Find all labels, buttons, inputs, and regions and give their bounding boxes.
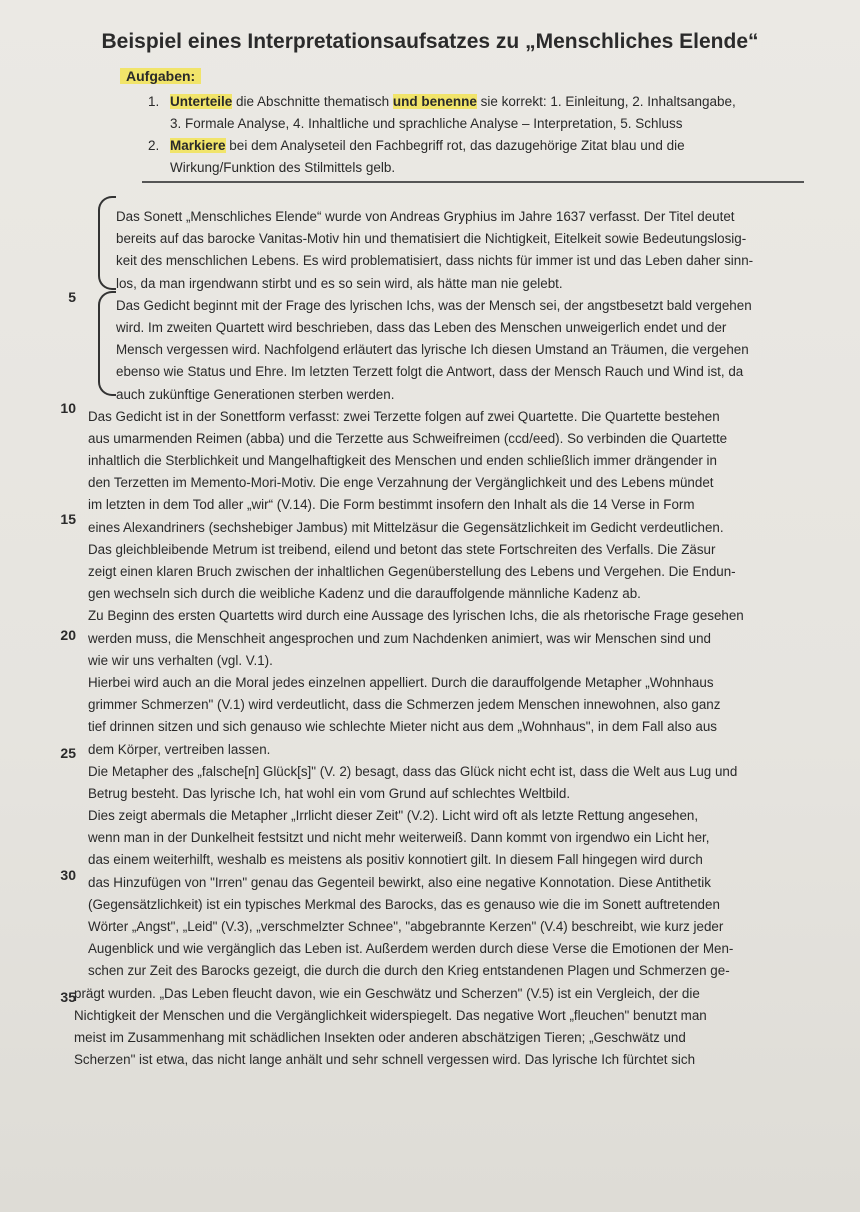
task-text: die Abschnitte thematisch <box>232 94 393 109</box>
text-line: bereits auf das barocke Vanitas-Motiv hin und thematisiert die Nichtigkeit, Eitelkeit sowie Bedeutungslosig- <box>116 231 747 247</box>
text-line: werden muss, die Menschheit angesprochen und zum Nachdenken animiert, was wir Menschen sind und <box>88 630 711 646</box>
text-line: den Terzetten im Memento-Mori-Motiv. Die enge Verzahnung der Vergänglichkeit und des Lebens mündet <box>88 475 714 491</box>
text-line: keit des menschlichen Lebens. Es wird problematisiert, dass nichts für immer ist und das Leben daher sinn- <box>116 253 754 269</box>
task-2 <box>148 135 818 179</box>
line-number: 5 <box>68 289 76 305</box>
task-keyword: Markiere <box>170 138 226 153</box>
line-number: 10 <box>60 400 76 416</box>
text-line: Dies zeigt abermals die Metapher „Irrlicht dieser Zeit" (V.2). Licht wird oft als letzte Rettung angesehen, <box>88 808 699 824</box>
text-line: wird. Im zweiten Quartett wird beschrieben, dass das Leben des Menschen unweigerlich endet und der <box>116 319 727 335</box>
line-number: 20 <box>60 627 76 643</box>
text-line: tief drinnen sitzen und sich genauso wie schlechte Mieter nicht aus dem „Wohnhaus", in dem Fall also aus <box>88 719 717 735</box>
task-text-continued: 3. Formale Analyse, 4. Inhaltliche und sprachliche Analyse – Interpretation, 5. Schluss <box>170 116 683 131</box>
line-number: 25 <box>60 745 76 761</box>
task-number: 2. <box>148 138 160 153</box>
text-line: Zu Beginn des ersten Quartetts wird durch eine Aussage des lyrischen Ichs, die als rhetorische Frage gesehen <box>88 608 744 624</box>
divider-line <box>142 181 804 183</box>
text-line: im letzten in dem Tod aller „wir“ (V.14). Die Form bestimmt insofern den Inhalt als die 14 Verse in Form <box>88 497 695 513</box>
text-line: los, da man irgendwann stirbt und es so sein wird, als hätte man nie gelebt. <box>116 275 563 291</box>
text-line: Augenblick und wie vergänglich das Leben ist. Außerdem werden durch diese Verse die Emotionen der Men- <box>88 941 734 957</box>
page-title: Beispiel eines Interpretationsaufsatzes zu „Menschliches Elende“ <box>101 30 759 53</box>
text-line: wie wir uns verhalten (vgl. V.1). <box>88 652 273 668</box>
essay-body <box>74 206 824 1071</box>
task-1 <box>148 91 818 135</box>
section-bracket-introduction <box>98 196 116 290</box>
text-line: (Gegensätzlichkeit) ist ein typisches Merkmal des Barocks, das es genauso wie die im Sonett auftretenden <box>88 896 720 912</box>
task-keyword: Unterteile <box>170 94 233 109</box>
task-number: 1. <box>148 94 160 109</box>
text-line: eines Alexandriners (sechshebiger Jambus) mit Mittelzäsur die Gegensätzlichkeit im Gedicht verdeutlichen. <box>88 519 724 535</box>
task-text-continued: Wirkung/Funktion des Stilmittels gelb. <box>170 160 396 175</box>
text-line: Das Gedicht ist in der Sonettform verfasst: zwei Terzette folgen auf zwei Quartette. Die Quartette bestehen <box>88 408 720 424</box>
text-line: das Hinzufügen von "Irren" genau das Gegenteil bewirkt, also eine negative Konnotation. Diese Antithetik <box>88 874 711 890</box>
text-line: aus umarmenden Reimen (abba) und die Terzette aus Schweifreimen (ccd/eed). So verbinden die Quartette <box>88 430 728 446</box>
text-line: inhaltlich die Sterblichkeit und Mangelhaftigkeit des Menschen und enden schließlich immer drängender in <box>88 453 717 469</box>
line-number: 35 <box>60 989 76 1005</box>
section-bracket-summary <box>98 291 116 396</box>
text-line: Hierbei wird auch an die Moral jedes einzelnen appelliert. Durch die darauffolgende Metapher „Wohnhaus <box>88 674 714 690</box>
text-line: Das Sonett „Menschliches Elende“ wurde von Andreas Gryphius im Jahre 1637 verfasst. Der Titel deutet <box>116 209 735 224</box>
text-line: ebenso wie Status und Ehre. Im letzten Terzett folgt die Antwort, dass der Mensch Rauch und Wind ist, da <box>116 364 744 380</box>
task-text: bei dem Analyseteil den Fachbegriff rot, das dazugehörige Zitat blau und die <box>225 138 685 153</box>
line-number: 15 <box>60 511 76 527</box>
text-line: Mensch vergessen wird. Nachfolgend erläutert das lyrische Ich diesen Umstand an Träumen, die vergehen <box>116 342 749 358</box>
text-line: Scherzen" ist etwa, das nicht lange anhält und sehr schnell vergessen wird. Das lyrische Ich fürchtet sich <box>74 1052 696 1068</box>
task-text: sie korrekt: 1. Einleitung, 2. Inhaltsangabe, <box>476 94 736 109</box>
task-keyword: und benenne <box>392 94 477 109</box>
text-line: meist im Zusammenhang mit schädlichen Insekten oder anderen abschätzigen Tieren; „Geschwätz und <box>74 1029 686 1045</box>
text-line: wenn man in der Dunkelheit festsitzt und nicht mehr weiterweiß. Dann kommt von irgendwo ein Licht her, <box>88 830 710 846</box>
text-line: Betrug besteht. Das lyrische Ich, hat wohl ein vom Grund auf schlechtes Weltbild. <box>88 785 571 801</box>
text-line: Wörter „Angst", „Leid" (V.3), „verschmelzter Schnee", "abgebrannte Kerzen" (V.4) beschreibt, wie kurz jeder <box>88 919 724 934</box>
text-line: gen wechseln sich durch die weibliche Kadenz und die darauffolgende männliche Kadenz ab. <box>88 586 641 602</box>
text-line: schen zur Zeit des Barocks gezeigt, die durch die durch den Krieg entstandenen Plagen und Schmerzen ge- <box>88 963 730 979</box>
text-line: Das gleichbleibende Metrum ist treibend, eilend und betont das stete Fortschreiten des Verfalls. Die Zäsur <box>88 541 716 557</box>
text-line: Nichtigkeit der Menschen und die Vergänglichkeit widerspiegelt. Das negative Wort „fleuchen" benutzt man <box>74 1007 707 1023</box>
text-line: Das Gedicht beginnt mit der Frage des lyrischen Ichs, was der Mensch sei, der angstbesetzt bald vergehen <box>116 297 752 313</box>
text-line: Die Metapher des „falsche[n] Glück[s]" (V. 2) besagt, dass das Glück nicht echt ist, dass die Welt aus Lug und <box>88 763 738 779</box>
text-line: grimmer Schmerzen" (V.1) wird verdeutlicht, dass die Schmerzen jedem Menschen innewohnen, also ganz <box>88 697 721 713</box>
text-line: prägt wurden. „Das Leben fleucht davon, wie ein Geschwätz und Scherzen" (V.5) ist ein Vergleich, der die <box>74 985 700 1001</box>
tasks-label: Aufgaben: <box>120 68 201 84</box>
text-line: auch zukünftige Generationen sterben werden. <box>116 386 395 402</box>
text-line: zeigt einen klaren Bruch zwischen der inhaltlichen Gegenüberstellung des Lebens und Vergehen. Die Endun- <box>88 564 736 579</box>
text-line: das einem weiterhilft, weshalb es meistens als positiv konnotiert gilt. In diesem Fall hingegen wird durch <box>88 852 703 868</box>
line-number: 30 <box>60 867 76 883</box>
text-line: dem Körper, vertreiben lassen. <box>88 741 271 757</box>
